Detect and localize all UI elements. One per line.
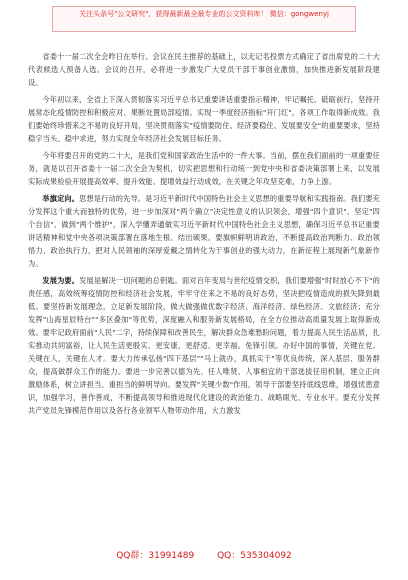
paragraph-2 <box>28 93 380 145</box>
paragraph-text: 今年将要召开的党的二十大，是我们党和国家政治生活中的一件大事。当前，摆在我们面前的一项重要任务，就是以召开省委十一届二次全会为契机，切实把思想和行动统一到党中央和省委决策部署上来，以发展实际成果检验开展提高效率、提升效能、提增效益行动成效，在关键之年攻坚克难，力争上游。 <box>28 151 380 186</box>
paragraph-text: 省委十一届二次全会昨日在举行。会议在民主推荐的基础上，以无记名投票方式确定了省出席党的二十大代表候选人预备人选。会议的召开，必将进一步激发广大党员干部干事创业激情，加快推进新发展阶段建设。 <box>28 52 380 87</box>
paragraph-4 <box>28 192 380 270</box>
qq-group: QQ群：31991489 <box>116 551 195 561</box>
banner-line: 关注头条号"公文研究"，获得最新最全最专业的公文资料库！ 微信：gongwenyj <box>79 10 329 18</box>
article-body <box>28 50 380 421</box>
paragraph-lead: 发展为要。 <box>42 276 80 285</box>
paragraph-text: 发展是解决一切问题的总钥匙。面对百年变局与世纪疫情交织，我们要增强"时时放心不下"的责任感，高效统筹疫情防控和经济社会发展，牢牢守住来之不易的良好态势，坚决把疫情造成的损失降到最低。要坚持新发展理念，立足新发展阶段，做大做强做优数字经济、海洋经济、绿色经济、文旅经济；充分发挥"山海星辰特台""多区叠加"等优势，深度融入和服务新发展格局，在全方位推动高质量发展上取得新成效。要牢记政府面前"人民"二字，持续保障和改善民生，解决群众急难愁盼问题，着力提高人民生活品质，扎实推动共同富裕，让人民生活更殷实、更安康、更舒适、更幸福。免锋引领。办好中国的事情，关键在党。关键在人，关键在人才。要大力传承弘扬"四下基层""马上就办，真抓实干"等优良传统，深入基层、服务群众，提高做群众工作的能力。要进一步完善以德为先、任人唯贤、人事相宜的干部选拔任用机制，建立正向激励体系，树立讲担当、重担当的鲜明导向。要发挥"关键少数"作用，领导干部要坚持底线思维，增强忧患意识，加强学习，善作善成，不断提高领导和推进现代化建设的政治能力、战略眼光、专业水平。要充分发挥共产党员先锋模范作用以及各行各业领军人物带动作用，大力激发 <box>28 276 380 415</box>
paragraph-1 <box>28 50 380 89</box>
paragraph-text: 思想是行动的先导。是习近平新时代中国特色社会主义思想的重要导航和实践指南。我们要充分发挥这个重大而独特的优势，进一步加深对"两个确立"决定性意义的认识领会，增强"四个意识"、坚定"四个自信"、做到"两个维护"，深入学懂弄通做实习近平新时代中国特色社会主义思想，确保习近平总书记重要讲话精神和党中央各项决策部署在落地生根、结出硕果。要旗帜鲜明讲政治，不断提高政治判断力、政治领悟力、政治执行力，把对人民领袖的深厚爱戴之情转化为干事创业的强大动力，在新征程上展现新气象新作为。 <box>28 194 380 268</box>
qq-number: QQ：535304092 <box>217 551 292 561</box>
paragraph-5 <box>28 274 380 417</box>
paragraph-3 <box>28 149 380 188</box>
paragraph-lead: 举旗定向。 <box>42 194 80 203</box>
paragraph-text: 今年初以来，全省上下深入贯彻落实习近平总书记重要讲话重要指示精神，牢记嘱托、砥砺前行，坚持开展常态化疫情防控和积极应对、果断处置局部疫情。实现一季度经济指标"开门红"，各项工作取得新成效。我们要始终珍惜来之不易的良好开局，坚决贯彻落实"疫情要防住、经济要稳住、发展要安全"的重要要求，坚持稳字当头、稳中求进，努力实现全年经济社会发展目标任务。 <box>28 95 380 143</box>
promo-banner <box>52 6 356 32</box>
contact-footer <box>0 548 408 561</box>
